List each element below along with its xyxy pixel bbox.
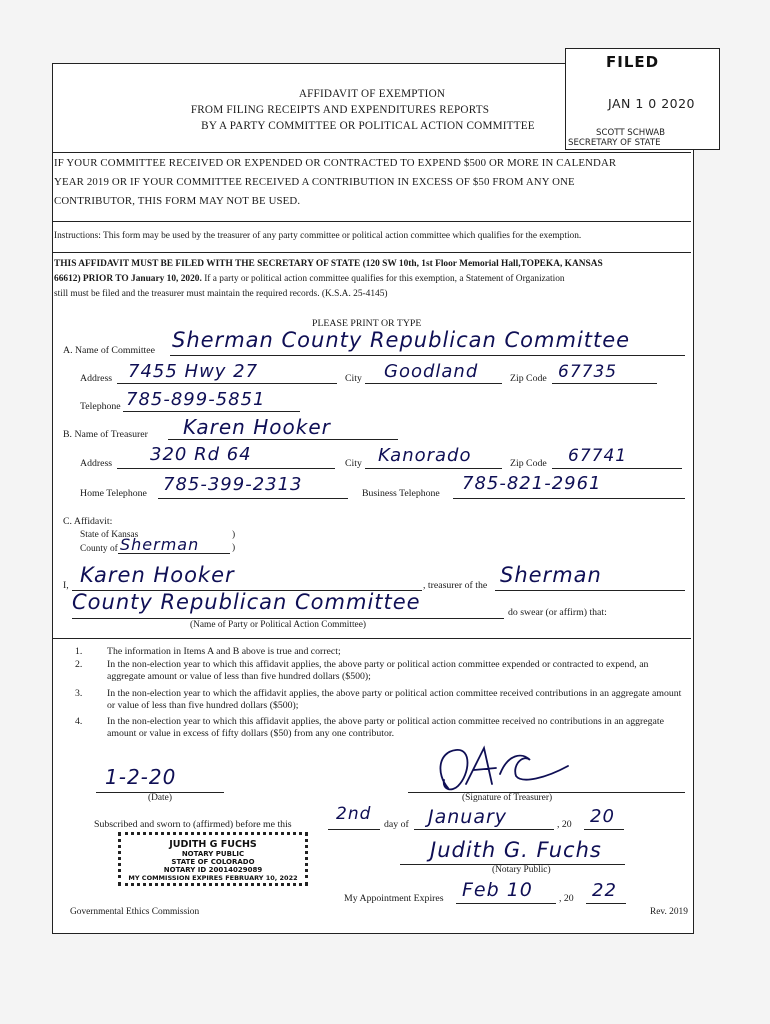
subscribed-label: Subscribed and sworn to (affirmed) before me this bbox=[94, 819, 292, 830]
day-value[interactable]: 2nd bbox=[336, 804, 372, 824]
treasurer-city-label: City bbox=[345, 458, 362, 469]
party-name-line-2 bbox=[72, 618, 504, 619]
swear-text: do swear (or affirm) that: bbox=[508, 607, 607, 618]
home-phone-line bbox=[158, 498, 348, 499]
filed-stamp bbox=[565, 48, 720, 150]
treasurer-name-label: Name of Treasurer bbox=[74, 429, 148, 440]
committee-city-value[interactable]: Goodland bbox=[384, 361, 479, 382]
section-a-name-label bbox=[63, 345, 155, 356]
section-b-name-label bbox=[63, 429, 148, 440]
committee-zip-label: Zip Code bbox=[510, 373, 547, 384]
treasurer-address-line bbox=[117, 468, 335, 469]
affidavit-heading: C. Affidavit: bbox=[63, 516, 113, 527]
form-title-line1: AFFIDAVIT OF EXEMPTION bbox=[298, 88, 446, 100]
section-b-prefix: B. bbox=[63, 429, 72, 440]
treasurer-name-value[interactable]: Karen Hooker bbox=[183, 415, 331, 439]
party-name-value-2[interactable]: County Republican Committee bbox=[72, 590, 421, 614]
committee-city-label: City bbox=[345, 373, 362, 384]
filing-notice-line3: still must be filed and the treasurer must maintain the required records. (K.S.A. 25-4145) bbox=[54, 289, 388, 299]
committee-city-line bbox=[365, 383, 502, 384]
month-line bbox=[414, 829, 554, 830]
seal-id: NOTARY ID 20014029089 bbox=[163, 866, 263, 874]
treasurer-zip-label: Zip Code bbox=[510, 458, 547, 469]
form-title-line2: FROM FILING RECEIPTS AND EXPENDITURES REPORTS bbox=[190, 104, 490, 116]
committee-address-label: Address bbox=[80, 373, 113, 384]
notary-caption: (Notary Public) bbox=[492, 865, 551, 875]
notary-year-prefix: , 20 bbox=[557, 819, 572, 830]
statement-3-number: 3. bbox=[75, 688, 83, 699]
statement-4-number: 4. bbox=[75, 716, 83, 727]
appointment-value[interactable]: Feb 10 bbox=[462, 879, 533, 901]
warning-line2: YEAR 2019 OR IF YOUR COMMITTEE RECEIVED A CONTRIBUTION IN EXCESS OF $50 FROM ANY ONE bbox=[54, 176, 575, 188]
filing-notice-line2-rest: If a party or political action committee qualifies for this exemption, a Statement of Organization bbox=[201, 274, 565, 284]
committee-phone-label: Telephone bbox=[80, 401, 121, 412]
party-name-line-1 bbox=[495, 590, 685, 591]
please-print-label: PLEASE PRINT OR TYPE bbox=[312, 318, 422, 329]
date-caption: (Date) bbox=[148, 793, 172, 803]
statement-4-text: In the non-election year to which this affidavit applies, the above party or political action committee received no contributions in an aggregate amount or value in excess of fifty dollars ($50) from any one contributor. bbox=[107, 716, 664, 739]
notary-signature-value[interactable]: Judith G. Fuchs bbox=[430, 838, 602, 862]
instructions-divider bbox=[53, 252, 691, 253]
appointment-line bbox=[456, 903, 556, 904]
treasurer-zip-value[interactable]: 67741 bbox=[568, 446, 628, 466]
warning-line1: IF YOUR COMMITTEE RECEIVED OR EXPENDED OR CONTRACTED TO EXPEND $500 OR MORE IN CALENDAR bbox=[54, 157, 617, 169]
county-label: County of bbox=[80, 544, 118, 554]
committee-phone-value[interactable]: 785-899-5851 bbox=[126, 389, 266, 410]
committee-phone-line bbox=[123, 411, 300, 412]
notary-seal bbox=[118, 832, 308, 886]
committee-address-value[interactable]: 7455 Hwy 27 bbox=[128, 361, 259, 382]
party-name-value-1[interactable]: Sherman bbox=[500, 563, 602, 587]
treasurer-name-line bbox=[168, 439, 398, 440]
state-label: State of Kansas bbox=[80, 530, 139, 540]
i-label: I, bbox=[63, 580, 69, 591]
committee-zip-line bbox=[552, 383, 657, 384]
committee-name-line bbox=[170, 355, 685, 356]
section-a-prefix: A. bbox=[63, 345, 73, 356]
statement-1-number: 1. bbox=[75, 646, 83, 657]
month-value[interactable]: January bbox=[428, 806, 508, 828]
seal-name: JUDITH G FUCHS bbox=[169, 839, 257, 850]
home-phone-value[interactable]: 785-399-2313 bbox=[163, 474, 303, 495]
warning-line3: CONTRIBUTOR, THIS FORM MAY NOT BE USED. bbox=[54, 195, 301, 207]
appointment-year-value[interactable]: 22 bbox=[592, 880, 617, 901]
committee-address-line bbox=[117, 383, 337, 384]
business-phone-label: Business Telephone bbox=[362, 488, 440, 499]
day-line bbox=[328, 829, 380, 830]
statement-3-text: In the non-election year to which the affidavit applies, the above party or political action committee received contributions in an aggregate amount or value of less than five hundred dollars ($500); bbox=[107, 688, 682, 711]
appointment-label: My Appointment Expires bbox=[344, 893, 444, 904]
treasurer-city-line bbox=[365, 468, 502, 469]
statement-1-text: The information in Items A and B above is true and correct; bbox=[107, 646, 341, 657]
treasurer-signature-mark[interactable] bbox=[418, 744, 588, 796]
affiant-name-value[interactable]: Karen Hooker bbox=[80, 563, 235, 587]
day-of-label: day of bbox=[384, 819, 409, 830]
committee-name-value[interactable]: Sherman County Republican Committee bbox=[172, 328, 631, 352]
party-caption: (Name of Party or Political Action Committee) bbox=[190, 620, 367, 630]
state-paren: ) bbox=[232, 530, 236, 540]
business-phone-line bbox=[453, 498, 685, 499]
treasurer-signature-caption: (Signature of Treasurer) bbox=[462, 793, 553, 803]
notary-year-line bbox=[584, 829, 624, 830]
form-top-border bbox=[52, 63, 565, 64]
county-value[interactable]: Sherman bbox=[120, 535, 200, 554]
committee-name-label: Name of Committee bbox=[74, 345, 155, 356]
home-phone-label: Home Telephone bbox=[80, 488, 147, 499]
filed-stamp-heading: FILED bbox=[606, 53, 660, 71]
title-divider bbox=[53, 152, 691, 153]
seal-expires: MY COMMISSION EXPIRES FEBRUARY 10, 2022 bbox=[128, 874, 298, 882]
treasurer-of-label: , treasurer of the bbox=[423, 580, 488, 591]
statement-2-number: 2. bbox=[75, 659, 83, 670]
seal-state: STATE OF COLORADO bbox=[171, 858, 255, 866]
committee-zip-value[interactable]: 67735 bbox=[558, 362, 618, 382]
filed-stamp-name: SCOTT SCHWAB bbox=[596, 128, 666, 138]
appointment-year-prefix: , 20 bbox=[559, 893, 574, 904]
filed-stamp-date: JAN 1 0 2020 bbox=[608, 96, 696, 111]
footer-revision: Rev. 2019 bbox=[650, 907, 688, 917]
notary-year-value[interactable]: 20 bbox=[590, 806, 615, 827]
filing-deadline: 66612) PRIOR TO January 10, 2020. bbox=[54, 274, 202, 284]
treasurer-address-value[interactable]: 320 Rd 64 bbox=[150, 444, 252, 465]
seal-title: NOTARY PUBLIC bbox=[181, 850, 245, 858]
statement-2-text: In the non-election year to which this affidavit applies, the above party or political action committee expended or contracted to expend, an aggregate amount or value of less than five hundred dollars ($500); bbox=[107, 659, 649, 682]
filing-notice-line1: THIS AFFIDAVIT MUST BE FILED WITH THE SECRETARY OF STATE (120 SW 10th, 1st Floor Memorial Hall,TOPEKA, KANSAS bbox=[54, 259, 603, 269]
treasurer-address-label: Address bbox=[80, 458, 113, 469]
filing-notice-line2 bbox=[54, 274, 565, 284]
footer-commission: Governmental Ethics Commission bbox=[70, 907, 200, 917]
filed-stamp-office: SECRETARY OF STATE bbox=[568, 138, 661, 148]
county-paren: ) bbox=[232, 543, 236, 553]
treasurer-zip-line bbox=[552, 468, 682, 469]
business-phone-value[interactable]: 785-821-2961 bbox=[462, 473, 602, 494]
affidavit-date-value[interactable]: 1-2-20 bbox=[105, 765, 177, 789]
instructions-text: Instructions: This form may be used by the treasurer of any party committee or political action committee which qualifies for the exemption. bbox=[54, 231, 582, 241]
affidavit-divider bbox=[53, 638, 691, 639]
warning-divider bbox=[53, 221, 691, 222]
form-title-line3: BY A PARTY COMMITTEE OR POLITICAL ACTION COMMITTEE bbox=[201, 120, 535, 132]
treasurer-city-value[interactable]: Kanorado bbox=[378, 445, 472, 466]
appointment-year-line bbox=[586, 903, 626, 904]
